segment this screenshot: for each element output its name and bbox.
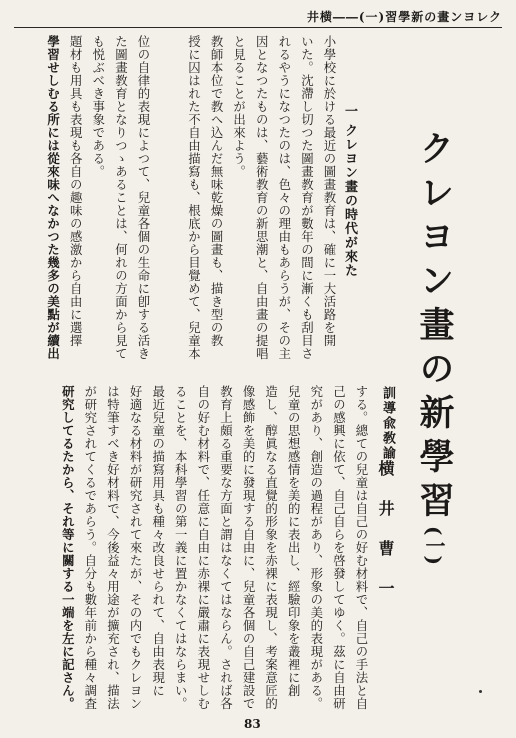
text-line: が研究されてくるであらう。自分も數年前から種々調査 bbox=[82, 385, 98, 710]
text-line: 授に囚はれた不自由描寫も、根底から目覺めて、兒童本 bbox=[186, 35, 202, 360]
text-line: 好適なる材料が研究されて來たが、その内でもクレヨン bbox=[128, 385, 144, 710]
text-line: 究があり、創造の過程があり、形象の美的表現がある。 bbox=[308, 385, 324, 710]
text-line: た圖畫教育となりつゝあることは、何れの方面から見て bbox=[113, 35, 129, 360]
text-line: 最近兒童の描寫用具も種々改良せられて、自由表現に bbox=[150, 385, 166, 697]
article-title bbox=[408, 130, 460, 565]
print-speck bbox=[479, 690, 482, 693]
page-number: 83 bbox=[244, 717, 261, 731]
running-header bbox=[0, 0, 516, 30]
body-column-lower bbox=[4, 385, 372, 710]
text-line: する。總ての兒童は自己の好む材料で、自己の手法と自 bbox=[354, 385, 369, 710]
text-line: 小學校に於ける最近の圖畫教育は、確に一大活路を開 bbox=[322, 35, 337, 347]
text-line: れるやうになつたのは、色々の理由もあらうが、その主 bbox=[276, 35, 292, 360]
text-line: 位の自律的表現によつて、兒童各個の生命に卽する活き bbox=[136, 35, 151, 360]
text-line: 造し、醇眞なる直覺的形象を赤裸に表現し、考案意匠的 bbox=[263, 385, 279, 710]
text-line: 學習せしむる所には從來味へなかつた幾多の美點が續出 bbox=[45, 35, 61, 360]
text-line: 因となつたものは、藝術教育の新思潮と、自由畫の提唱 bbox=[254, 35, 270, 360]
header-rule bbox=[14, 27, 502, 28]
text-line: 自の好む材料で、任意に自由に赤裸に嚴肅に表現せしむ bbox=[195, 385, 211, 710]
author-name: 横井曹一 bbox=[376, 460, 395, 620]
text-line: いた。沈滯し切つた圖畫教育が數年の間に漸くも刮目さ bbox=[299, 35, 315, 360]
text-line: も悦ぶべき事象である。 bbox=[90, 35, 106, 178]
running-title: クレヨン畫の新學習(一)――横井 bbox=[306, 10, 502, 24]
author-role: 訓導兪敎諭 bbox=[380, 386, 395, 461]
text-line: 研究してるたから、それ等に關する一端を左に記さん。 bbox=[60, 385, 76, 710]
text-line: 題材も用具も表現も各自の趣味の感激から自由に選擇 bbox=[68, 35, 84, 347]
text-line: 教育上頗る重要な方面と謂はなくてはならん。されば各 bbox=[218, 385, 234, 710]
text-line: と見ることが出來よう。 bbox=[231, 35, 247, 178]
text-line: は特筆すべき好材料で、今後益々用途が擴充され、描法 bbox=[105, 385, 121, 710]
article-title-main: クレヨン畫の新學習 bbox=[414, 130, 455, 526]
text-line: 己の感興に依て、自己自らを啓發してゆく。茲に自由研 bbox=[331, 385, 347, 710]
section-heading: 一 クレヨン畫の時代が來た bbox=[342, 104, 357, 278]
text-line: ることを、本科學習の第一義に置かなくてはならまい。 bbox=[173, 385, 189, 710]
text-line: 教師本位で教へ込んだ無味乾燥の圖畫も、描き型の教 bbox=[209, 35, 225, 347]
text-line: 兒童の思想感情を美的に表出し、經驗印象を叢裡に創 bbox=[286, 385, 302, 697]
text-line: 像感飾を美的に發現する自由に、兒童各個の自己建設で bbox=[241, 385, 257, 710]
article-title-number: (一) bbox=[422, 526, 446, 565]
